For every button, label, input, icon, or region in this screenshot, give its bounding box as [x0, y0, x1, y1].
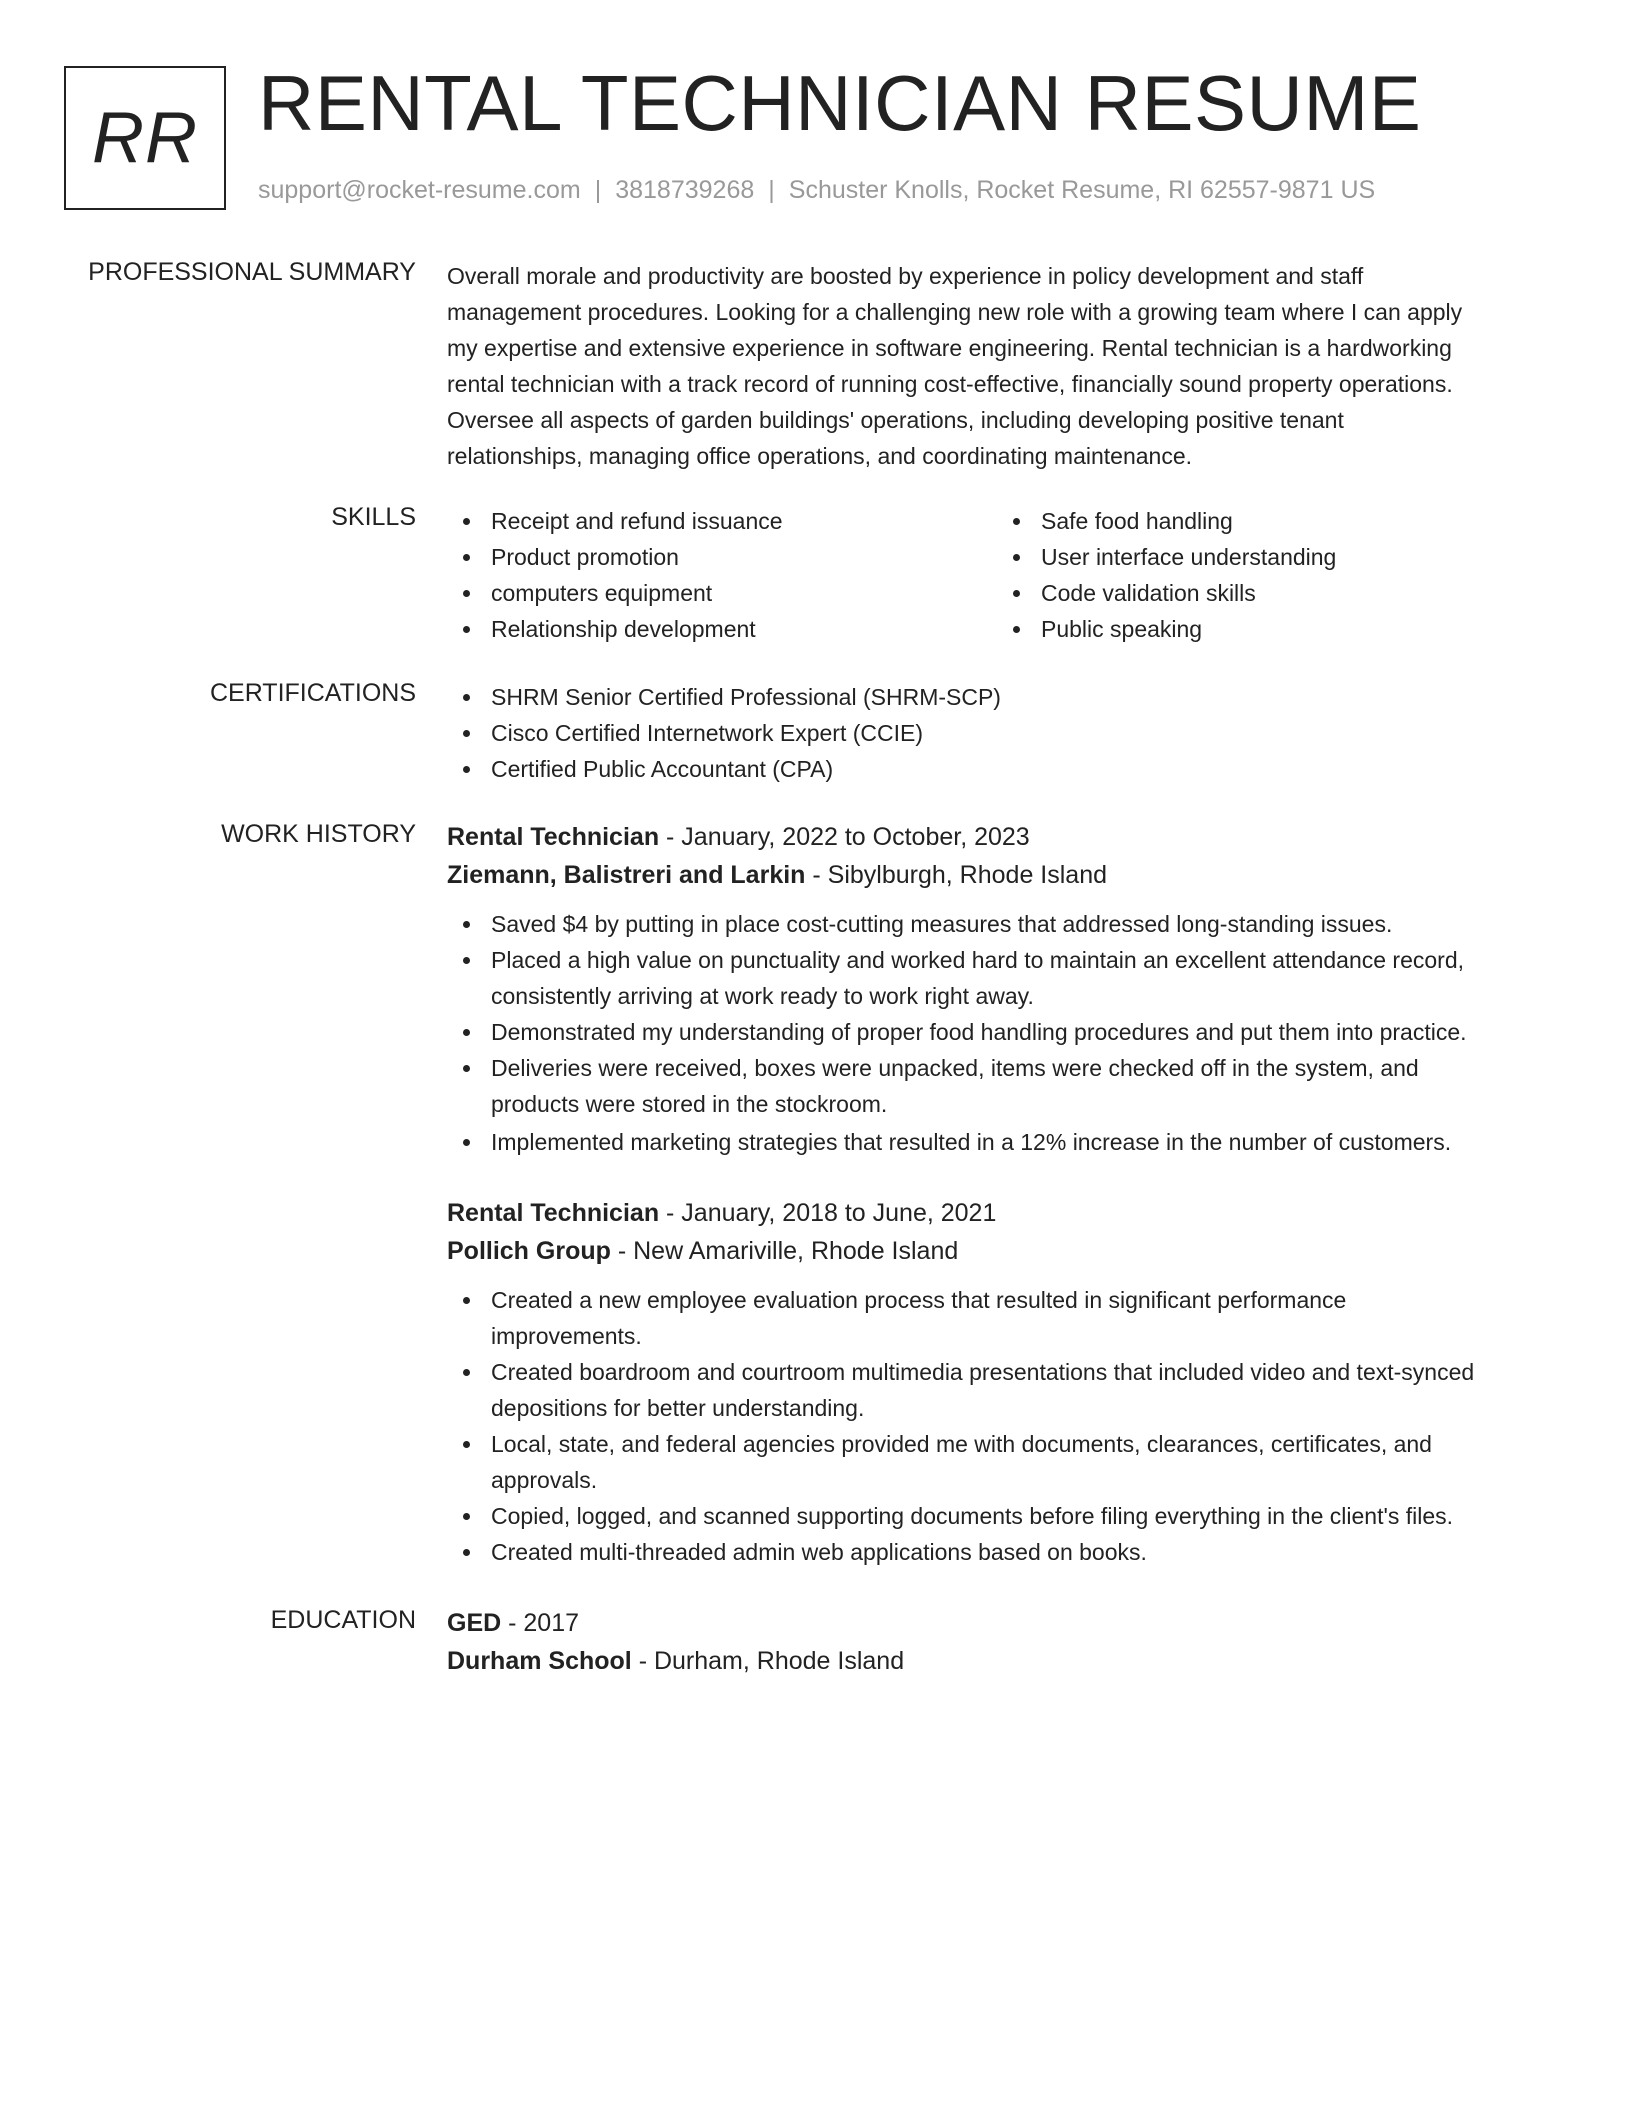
skill-item: Relationship development	[447, 611, 997, 647]
summary-label: PROFESSIONAL SUMMARY	[88, 258, 416, 286]
monogram-initials: RR	[92, 98, 198, 178]
job-entry	[447, 1194, 1567, 1570]
summary-line: Overall morale and productivity are boosted by experience in policy development and staff	[447, 263, 1364, 289]
skill-item: Safe food handling	[997, 503, 1547, 539]
job-dates: - January, 2018 to June, 2021	[659, 1199, 997, 1227]
certifications-label: CERTIFICATIONS	[209, 679, 416, 707]
job-bullet-list	[447, 906, 1567, 1160]
education-entry	[447, 1604, 1567, 1680]
summary-line: rental technician with a track record of running cost-effective, financially sound property operations.	[447, 371, 1453, 397]
contact-phone: 3818739268	[615, 176, 755, 204]
job-bullet: Local, state, and federal agencies provided me with documents, clearances, certificates, and approvals.	[447, 1426, 1567, 1498]
job-company: Pollich Group	[447, 1237, 611, 1265]
skills-column-right	[997, 503, 1547, 647]
summary-line: Oversee all aspects of garden buildings' operations, including developing positive tenant	[447, 407, 1344, 433]
certifications-list	[447, 679, 1567, 787]
education-degree: GED	[447, 1609, 502, 1637]
education-label: EDUCATION	[270, 1606, 416, 1634]
job-title-line	[447, 1194, 1567, 1232]
summary-line: management procedures. Looking for a challenging new role with a growing team where I can apply	[447, 299, 1463, 325]
skill-item: Receipt and refund issuance	[447, 503, 997, 539]
education-year: - 2017	[501, 1609, 580, 1637]
job-bullet: Copied, logged, and scanned supporting documents before filing everything in the client's files.	[447, 1498, 1567, 1534]
job-bullet: Placed a high value on punctuality and worked hard to maintain an excellent attendance record, consistently arriving at work ready to work right away.	[447, 942, 1567, 1014]
skill-item: Code validation skills	[997, 575, 1547, 611]
job-location: - Sibylburgh, Rhode Island	[805, 861, 1107, 889]
job-title-line	[447, 818, 1567, 856]
contact-line	[258, 176, 1375, 205]
job-bullet-list	[447, 1282, 1567, 1570]
certification-item: SHRM Senior Certified Professional (SHRM-SCP)	[447, 679, 1567, 715]
skill-item: Public speaking	[997, 611, 1547, 647]
monogram-box	[64, 66, 226, 210]
summary-line: my expertise and extensive experience in software engineering. Rental technician is a hardworking	[447, 335, 1452, 361]
certification-item: Certified Public Accountant (CPA)	[447, 751, 1567, 787]
job-bullet: Demonstrated my understanding of proper food handling procedures and put them into practice.	[447, 1014, 1567, 1050]
job-bullet: Deliveries were received, boxes were unpacked, items were checked off in the system, and products were stored in the stockroom.	[447, 1050, 1567, 1122]
summary-text	[447, 258, 1567, 474]
job-dates: - January, 2022 to October, 2023	[659, 823, 1030, 851]
skill-item: User interface understanding	[997, 539, 1547, 575]
education-location: - Durham, Rhode Island	[631, 1647, 905, 1675]
contact-separator: |	[594, 176, 602, 204]
education-school: Durham School	[447, 1647, 632, 1675]
skills-list	[447, 503, 1567, 647]
job-bullet: Saved $4 by putting in place cost-cutting measures that addressed long-standing issues.	[447, 906, 1567, 942]
job-bullet: Implemented marketing strategies that resulted in a 12% increase in the number of customers.	[447, 1124, 1567, 1160]
resume-title: RENTAL TECHNICIAN RESUME	[258, 59, 1422, 147]
job-location: - New Amariville, Rhode Island	[610, 1237, 959, 1265]
work-history-label: WORK HISTORY	[221, 820, 416, 848]
job-bullet: Created multi-threaded admin web applications based on books.	[447, 1534, 1567, 1570]
contact-address: Schuster Knolls, Rocket Resume, RI 62557-9871 US	[788, 176, 1376, 204]
job-company-line	[447, 856, 1567, 894]
job-company-line	[447, 1232, 1567, 1270]
skills-label: SKILLS	[331, 503, 416, 531]
job-title: Rental Technician	[447, 823, 660, 851]
skill-item: Product promotion	[447, 539, 997, 575]
job-bullet: Created boardroom and courtroom multimedia presentations that included video and text-synced depositions for better understanding.	[447, 1354, 1567, 1426]
job-title: Rental Technician	[447, 1199, 660, 1227]
job-entry	[447, 818, 1567, 1160]
education-school-line	[447, 1642, 1567, 1680]
education-degree-line	[447, 1604, 1567, 1642]
contact-separator: |	[768, 176, 775, 204]
contact-email: support@rocket-resume.com	[258, 176, 581, 204]
job-company: Ziemann, Balistreri and Larkin	[447, 861, 806, 889]
skills-column-left	[447, 503, 997, 647]
job-bullet: Created a new employee evaluation process that resulted in significant performance improvements.	[447, 1282, 1567, 1354]
certification-item: Cisco Certified Internetwork Expert (CCIE)	[447, 715, 1567, 751]
summary-line: relationships, managing office operations, and coordinating maintenance.	[447, 443, 1193, 469]
skill-item: computers equipment	[447, 575, 997, 611]
